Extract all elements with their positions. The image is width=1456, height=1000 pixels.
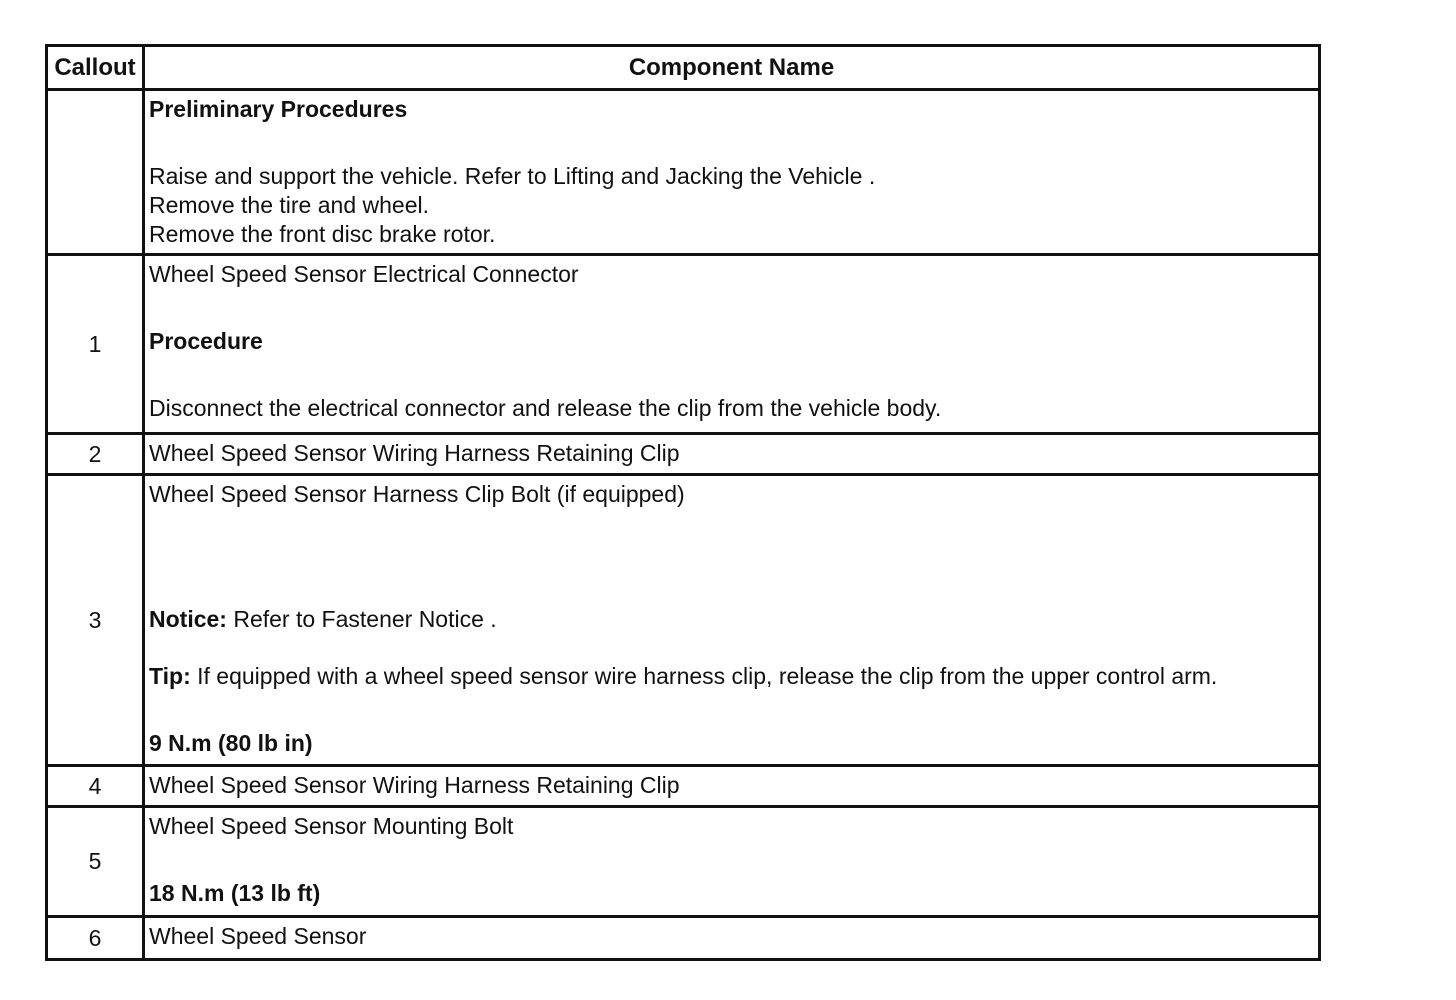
table-row (47, 434, 1320, 475)
spacer (149, 634, 1318, 662)
component-name: Wheel Speed Sensor Wiring Harness Retaining Clip (149, 440, 680, 466)
component-name: Wheel Speed Sensor Harness Clip Bolt (if equipped) (149, 481, 685, 507)
callout-number: 2 (47, 434, 144, 475)
spacer (149, 356, 1318, 394)
preliminary-procedures-title: Preliminary Procedures (149, 96, 408, 122)
component-cell (144, 917, 1320, 960)
preliminary-procedures-row (47, 90, 1320, 255)
notice-text: Refer to Fastener Notice . (226, 606, 497, 632)
component-cell (144, 255, 1320, 434)
preliminary-step: Remove the tire and wheel. (149, 192, 429, 218)
procedure-table-wrapper (45, 44, 1318, 961)
callout-number: 3 (47, 475, 144, 766)
component-name: Wheel Speed Sensor Wiring Harness Retaining Clip (149, 772, 680, 798)
spacer (149, 841, 1318, 879)
component-cell (144, 434, 1320, 475)
table-row (47, 807, 1320, 917)
callout-number: 6 (47, 917, 144, 960)
torque-spec: 18 N.m (13 lb ft) (149, 880, 321, 906)
procedure-table (45, 44, 1321, 961)
preliminary-step: Raise and support the vehicle. Refer to Lifting and Jacking the Vehicle . (149, 163, 876, 189)
table-row (47, 475, 1320, 766)
component-cell (144, 475, 1320, 766)
callout-column-header: Callout (47, 46, 144, 90)
preliminary-step: Remove the front disc brake rotor. (149, 221, 496, 247)
torque-spec: 9 N.m (80 lb in) (149, 730, 313, 756)
notice-line (149, 605, 1318, 634)
component-name: Wheel Speed Sensor (149, 923, 367, 949)
component-cell (144, 807, 1320, 917)
tip-line (149, 662, 1318, 691)
procedure-label: Procedure (149, 328, 263, 354)
tip-label: Tip: (149, 663, 191, 689)
procedure-text: Disconnect the electrical connector and release the clip from the vehicle body. (149, 395, 942, 421)
callout-number: 1 (47, 255, 144, 434)
callout-number: 4 (47, 766, 144, 807)
spacer (149, 691, 1318, 729)
component-name: Wheel Speed Sensor Electrical Connector (149, 261, 579, 287)
spacer (149, 124, 1318, 162)
notice-label: Notice: (149, 606, 227, 632)
preliminary-callout-cell (47, 90, 144, 255)
component-name: Wheel Speed Sensor Mounting Bolt (149, 813, 514, 839)
spacer (149, 509, 1318, 605)
spacer (149, 289, 1318, 327)
callout-number: 5 (47, 807, 144, 917)
component-name-column-header: Component Name (144, 46, 1320, 90)
preliminary-procedures-cell (144, 90, 1320, 255)
component-cell (144, 766, 1320, 807)
table-row (47, 766, 1320, 807)
table-row (47, 255, 1320, 434)
tip-text: If equipped with a wheel speed sensor wire harness clip, release the clip from the upper control arm. (190, 663, 1218, 689)
table-header-row (47, 46, 1320, 90)
table-row (47, 917, 1320, 960)
